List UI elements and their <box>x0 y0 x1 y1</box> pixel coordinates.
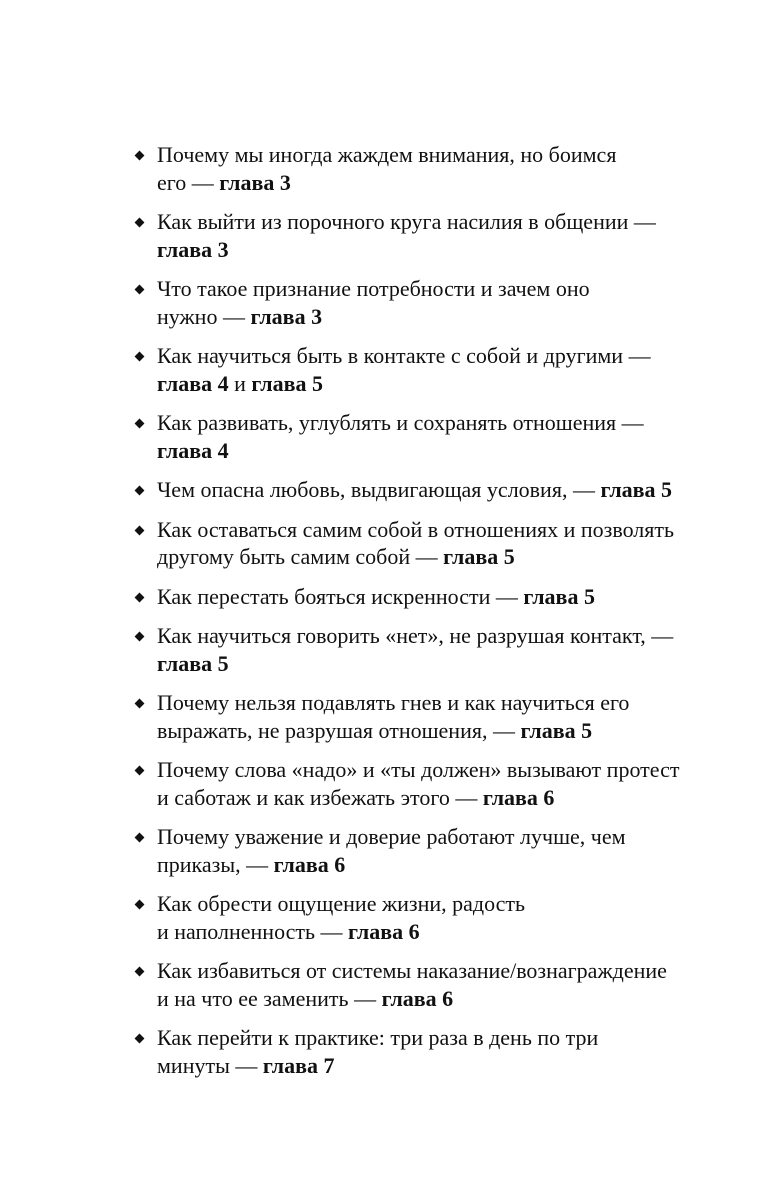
item-line-2 <box>157 437 724 465</box>
item-text: выражать, не разрушая отношения, — <box>157 717 521 743</box>
list-item <box>134 823 724 878</box>
chapter-guide-list <box>134 141 724 1091</box>
list-item <box>134 756 724 811</box>
item-line-2 <box>157 985 724 1013</box>
chapter-ref: глава 5 <box>157 650 229 676</box>
item-text: и на что ее заменить — <box>157 985 382 1011</box>
diamond-bullet-icon <box>135 151 145 161</box>
item-line-2 <box>157 169 724 197</box>
item-line-2 <box>157 236 724 264</box>
list-item <box>134 409 724 464</box>
item-line-2 <box>157 650 724 678</box>
item-line-1: Как научиться быть в контакте с собой и другими — <box>157 343 651 368</box>
item-line-2 <box>157 303 724 331</box>
diamond-bullet-icon <box>135 419 145 429</box>
chapter-ref: глава 5 <box>443 544 515 569</box>
item-line-2 <box>157 1052 724 1080</box>
item-line-2 <box>157 543 724 571</box>
item-conjunction: и <box>228 370 252 396</box>
item-text: Как перестать бояться искренности — <box>157 583 524 609</box>
list-item <box>134 476 724 504</box>
diamond-bullet-icon <box>135 967 145 977</box>
chapter-ref: глава 6 <box>381 985 454 1011</box>
list-item <box>134 1024 724 1079</box>
list-item <box>134 583 724 611</box>
diamond-bullet-icon <box>135 486 145 496</box>
chapter-ref: глава 6 <box>273 851 346 877</box>
chapter-ref: глава 5 <box>523 583 595 609</box>
item-text: другому быть самим собой — <box>157 544 444 569</box>
diamond-bullet-icon <box>135 592 145 602</box>
list-item <box>134 890 724 945</box>
diamond-bullet-icon <box>135 1034 145 1044</box>
list-item <box>134 957 724 1012</box>
item-line-2 <box>157 370 724 398</box>
diamond-bullet-icon <box>135 699 145 709</box>
list-item <box>134 208 724 263</box>
chapter-ref: глава 3 <box>157 236 229 262</box>
chapter-ref: глава 3 <box>250 303 323 329</box>
chapter-ref: глава 5 <box>520 717 593 743</box>
chapter-ref: глава 6 <box>348 918 420 944</box>
item-line-1: Как обрести ощущение жизни, радость <box>157 891 526 916</box>
chapter-ref: глава 4 <box>157 437 229 463</box>
chapter-ref: глава 7 <box>262 1052 335 1078</box>
chapter-ref: глава 5 <box>600 477 673 502</box>
item-line-1: Почему нельзя подавлять гнев и как научиться его <box>157 690 630 715</box>
item-line-2 <box>157 918 724 946</box>
item-line-2 <box>157 717 724 745</box>
item-line-1: Что такое признание потребности и зачем оно <box>157 276 590 301</box>
chapter-ref: глава 4 <box>157 370 229 396</box>
item-text: нужно — <box>157 303 251 329</box>
item-text: минуты — <box>157 1052 263 1078</box>
list-item <box>134 516 724 571</box>
list-item <box>134 275 724 330</box>
list-item <box>134 141 724 196</box>
diamond-bullet-icon <box>135 766 145 776</box>
diamond-bullet-icon <box>135 833 145 843</box>
item-line-1 <box>157 476 724 504</box>
diamond-bullet-icon <box>135 525 145 535</box>
item-text: его — <box>157 169 220 195</box>
chapter-ref: глава 6 <box>482 784 555 810</box>
item-text: и саботаж и как избежать этого — <box>157 784 483 810</box>
item-line-1: Почему уважение и доверие работают лучше, чем <box>157 824 626 849</box>
list-item <box>134 622 724 677</box>
chapter-ref: глава 3 <box>219 169 291 195</box>
diamond-bullet-icon <box>135 900 145 910</box>
item-text: Чем опасна любовь, выдвигающая условия, — <box>157 477 601 502</box>
list-item <box>134 342 724 397</box>
diamond-bullet-icon <box>135 352 145 362</box>
item-line-1: Как выйти из порочного круга насилия в общении — <box>157 209 656 234</box>
item-line-1: Как научиться говорить «нет», не разрушая контакт, — <box>157 623 674 648</box>
chapter-ref: глава 5 <box>251 370 323 396</box>
item-line-1: Как развивать, углублять и сохранять отношения — <box>157 410 644 435</box>
item-text: приказы, — <box>157 851 274 877</box>
item-line-2 <box>157 784 724 812</box>
diamond-bullet-icon <box>135 632 145 642</box>
item-line-2 <box>157 851 724 879</box>
diamond-bullet-icon <box>135 285 145 295</box>
diamond-bullet-icon <box>135 218 145 228</box>
item-line-1: Как избавиться от системы наказание/вознаграждение <box>157 958 667 983</box>
item-line-1: Как оставаться самим собой в отношениях и позволять <box>157 516 675 542</box>
list-item <box>134 689 724 744</box>
item-line-1: Почему слова «надо» и «ты должен» вызывают протест <box>157 757 680 782</box>
item-text: и наполненность — <box>157 918 349 944</box>
item-line-1: Как перейти к практике: три раза в день по три <box>157 1025 599 1050</box>
item-line-1: Почему мы иногда жаждем внимания, но боимся <box>157 142 617 167</box>
item-line-1 <box>157 583 724 611</box>
